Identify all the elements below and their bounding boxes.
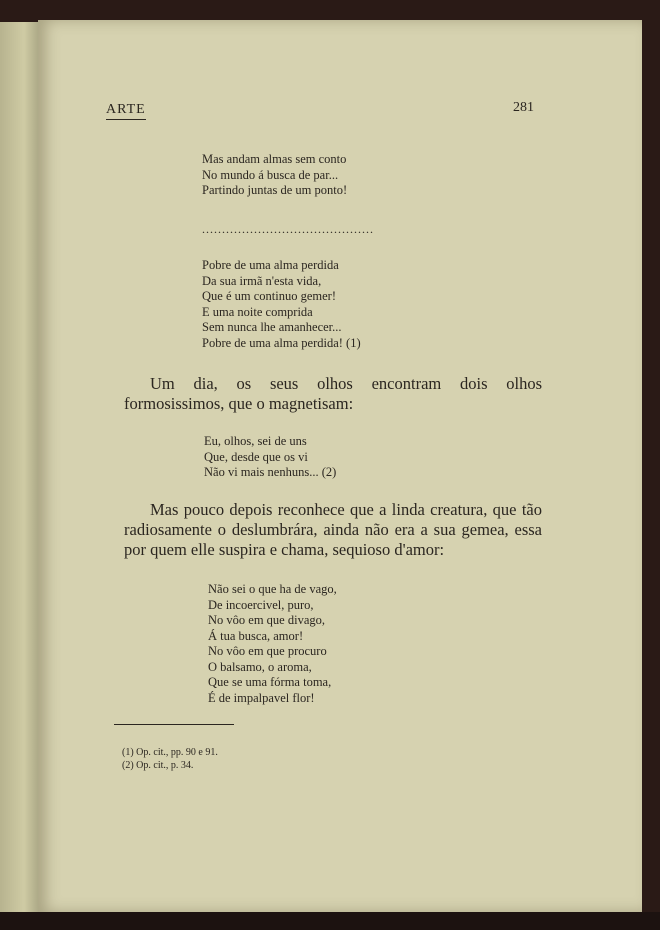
book-page: [38, 20, 642, 912]
left-page-edge: [0, 22, 40, 912]
verse-line: No vôo em que divago,: [208, 613, 325, 627]
verse-line: Á tua busca, amor!: [208, 628, 304, 643]
verse-line: Que se uma fórma toma,: [208, 675, 332, 689]
verse-line: É de impalpavel flor!: [208, 690, 315, 705]
footnote: (2) Op. cit., p. 34.: [122, 760, 194, 771]
verse-line: Que, desde que os vi: [204, 449, 308, 464]
running-head: ARTE: [106, 102, 146, 120]
paragraph-1: [124, 374, 542, 414]
paragraph-text: Um dia, os seus olhos encontram dois olhos formosissimos, que o magnetisam:: [124, 374, 542, 413]
stanza-1: [202, 152, 347, 199]
footnotes: [122, 746, 218, 772]
verse-line: Partindo juntas de um ponto!: [202, 183, 348, 197]
verse-line: O balsamo, o aroma,: [208, 659, 312, 674]
stanza-2: [202, 258, 361, 351]
verse-line: Eu, olhos, sei de uns: [204, 434, 307, 448]
paragraph-text: Mas pouco depois reconhece que a linda creatura, que tão radiosamente o deslumbrára, ainda não era a sua gemea, essa por quem elle suspira e chama, sequioso d'amor:: [124, 500, 542, 559]
verse-line: Que é um continuo gemer!: [202, 289, 336, 303]
verse-line: Da sua irmã n'esta vida,: [202, 273, 322, 288]
verse-line: Pobre de uma alma perdida! (1): [202, 335, 361, 350]
verse-line: E uma noite comprida: [202, 304, 313, 319]
paragraph-2: [124, 500, 542, 560]
footnote: (1) Op. cit., pp. 90 e 91.: [122, 747, 218, 758]
stanza-3: [204, 434, 336, 481]
ellipsis-separator: ...........................................: [202, 222, 374, 236]
footnote-rule: [114, 724, 234, 725]
scan-bottom-edge: [0, 912, 660, 930]
verse-line: Sem nunca lhe amanhecer...: [202, 320, 342, 334]
verse-line: Não sei o que ha de vago,: [208, 582, 337, 596]
stanza-4: [208, 582, 337, 706]
verse-line: No vôo em que procuro: [208, 644, 327, 658]
page-number: 281: [513, 100, 534, 115]
verse-line: Mas andam almas sem conto: [202, 152, 347, 166]
verse-line: Pobre de uma alma perdida: [202, 258, 339, 272]
verse-line: De incoercivel, puro,: [208, 597, 314, 612]
verse-line: Não vi mais nenhuns... (2): [204, 465, 337, 479]
verse-line: No mundo á busca de par...: [202, 167, 339, 182]
